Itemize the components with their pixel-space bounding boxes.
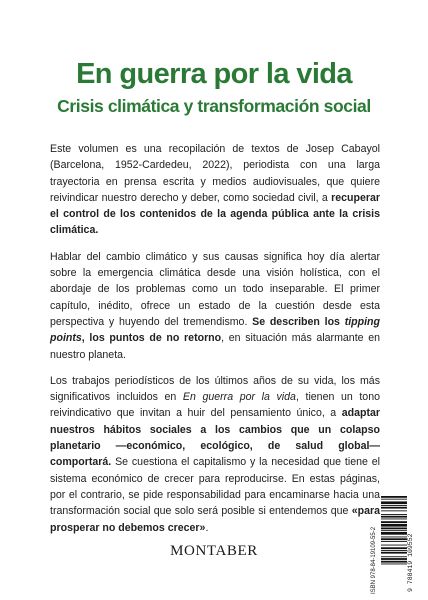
barcode-bars-icon — [381, 496, 407, 586]
blurb-run: «para prosperar no debemos crecer» — [50, 505, 380, 534]
barcode — [371, 496, 413, 594]
blurb-run: Los trabajos periodísticos de los últimos años de su vida, los más significativos incluidos en — [50, 374, 380, 404]
blurb-paragraph-3 — [50, 373, 380, 536]
blurb-run: Se describen los — [252, 315, 345, 328]
barcode-bar — [381, 524, 407, 527]
barcode-digits: 9 788419 109552 — [407, 533, 414, 592]
barcode-bar — [381, 547, 407, 549]
barcode-bar — [381, 537, 407, 538]
barcode-bar — [381, 564, 407, 565]
barcode-bar — [381, 558, 407, 560]
barcode-bar — [381, 545, 407, 546]
blurb-run: Hablar del cambio climático y sus causas significa hoy día alertar sobre la emergencia climática desde una visión holística, con el abordaje de los problemas como un todo inseparable. El primer capítulo, inédito, ofrece un estado de la cuestión desde esta perspectiva y huyendo del tremendismo. — [50, 250, 380, 328]
barcode-bar — [381, 561, 407, 563]
barcode-bar — [381, 514, 407, 515]
barcode-bar — [381, 499, 407, 500]
barcode-bar — [381, 501, 407, 504]
barcode-bar — [381, 496, 407, 498]
blurb-run: . — [205, 521, 209, 534]
barcode-bar — [381, 530, 407, 531]
blurb-run: tipping points — [50, 315, 380, 345]
blurb-paragraph-1 — [50, 141, 380, 239]
blurb-run: , tienen un tono reivindicativo que invitan a huir del pensamiento único, a — [50, 391, 380, 420]
book-subtitle: Crisis climática y transformación social — [57, 96, 371, 116]
blurb-run: En guerra por la vida — [182, 391, 296, 404]
barcode-bar — [381, 532, 407, 535]
barcode-bar — [381, 541, 407, 542]
blurb-run: Este volumen es una recopilación de textos de Josep Cabayol (Barcelona, 1952-Cardedeu, 2022), periodista con una larga trayectoria en prensa escrita y medios audiovisuales, que quiere reivindicar nuestro derecho y deber, como sociedad civil, a — [50, 143, 380, 204]
blurb — [50, 141, 380, 546]
barcode-bar — [381, 521, 407, 523]
blurb-run: , los puntos de no retorno — [81, 332, 222, 345]
barcode-bar — [381, 510, 407, 511]
barcode-bar — [381, 552, 407, 554]
barcode-bar — [381, 538, 407, 540]
barcode-bar — [381, 505, 407, 506]
blurb-run: Se cuestiona el capitalismo y la necesidad que tiene el sistema económico de crecer para reproducirse. En estas páginas, por el contrario, se pide responsabilidad para encaminarse hacia una transformación social que solo será posible si entendemos que — [50, 456, 380, 518]
isbn-label: ISBN 978-84-19109-55-2 — [371, 526, 377, 594]
book-title: En guerra por la vida — [76, 58, 352, 90]
barcode-bar — [381, 528, 407, 530]
blurb-run: recuperar el control de los contenidos de la agenda pública ante la crisis climática. — [50, 191, 380, 237]
barcode-bar — [381, 507, 407, 509]
blurb-run: adaptar nuestros hábitos sociales a los cambios que un colapso planetario —económico, ecológico, de salud global— comportará. — [50, 407, 380, 469]
barcode-bar — [381, 519, 407, 520]
barcode-bar — [381, 556, 407, 557]
barcode-bar — [381, 550, 407, 551]
blurb-paragraph-2 — [50, 249, 380, 363]
barcode-bar — [381, 516, 407, 518]
blurb-run: , en situación más alarmante en nuestro planeta. — [50, 332, 380, 361]
publisher-logo: MONTABER — [170, 543, 258, 559]
